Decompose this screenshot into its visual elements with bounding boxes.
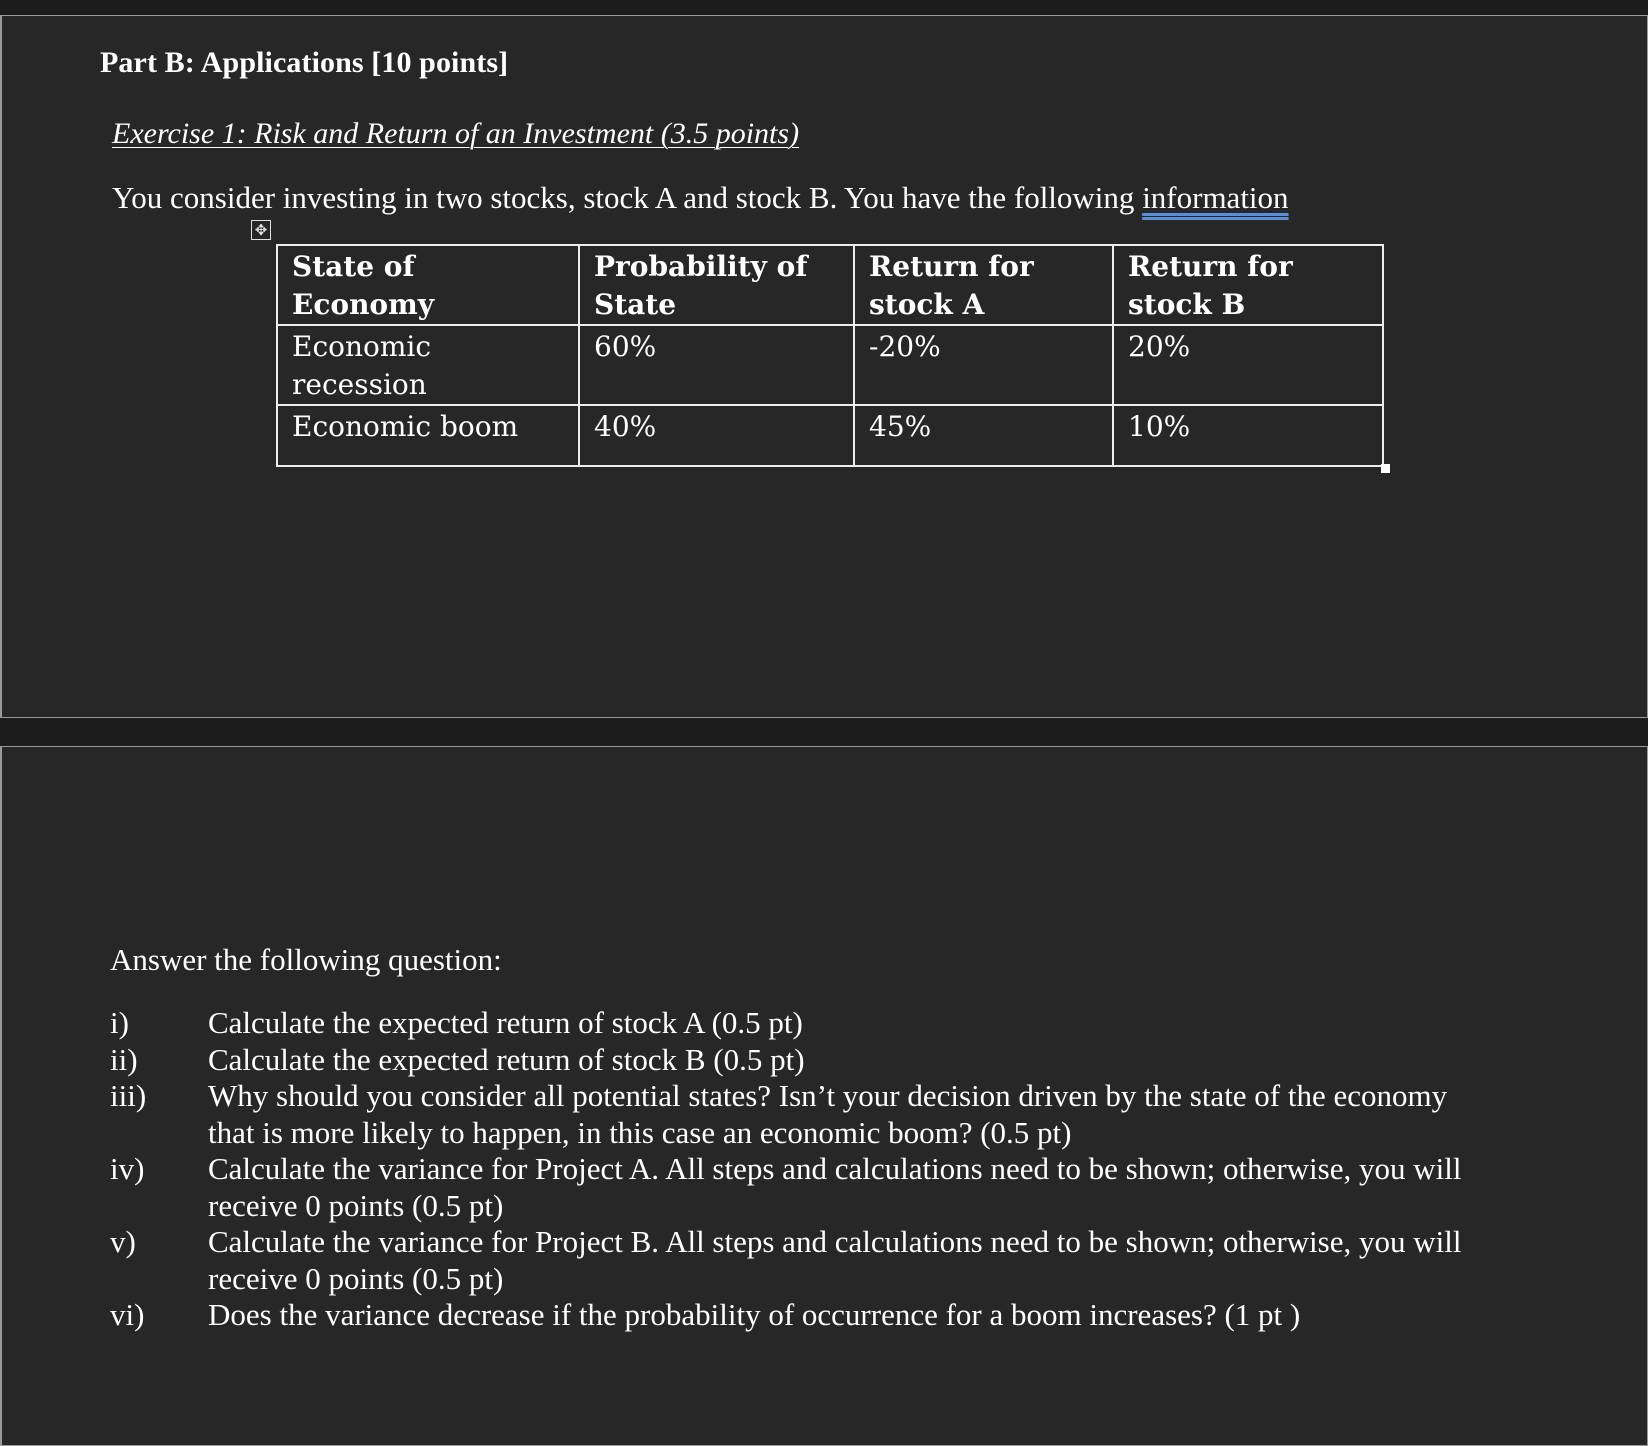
question-text: Why should you consider all potential states? Isn’t your decision driven by the state of the economy that is more likely to happen, in this case an economic boom? (0.5 pt) bbox=[208, 1078, 1448, 1150]
question-number: vi) bbox=[110, 1297, 145, 1332]
question-number: iii) bbox=[110, 1078, 147, 1113]
part-title: Part B: Applications [10 points] bbox=[100, 46, 509, 79]
list-item[interactable] bbox=[110, 1042, 1470, 1079]
question-list bbox=[110, 1005, 1470, 1334]
returns-table[interactable] bbox=[276, 244, 1384, 467]
question-number: i) bbox=[110, 1005, 129, 1040]
table-row bbox=[277, 405, 1383, 466]
list-item[interactable] bbox=[110, 1297, 1470, 1334]
cell-return-a[interactable]: -20% bbox=[854, 325, 1113, 405]
header-return-a[interactable]: Return for stock A bbox=[854, 245, 1113, 325]
cell-return-b[interactable]: 20% bbox=[1113, 325, 1383, 405]
header-state[interactable]: State of Economy bbox=[277, 245, 579, 325]
question-text: Calculate the variance for Project A. All steps and calculations need to be shown; otherwise, you will receive 0 points (0.5 pt) bbox=[208, 1151, 1462, 1223]
question-number: v) bbox=[110, 1224, 136, 1259]
cell-state[interactable]: Economic recession bbox=[277, 325, 579, 405]
table-move-handle-icon[interactable]: ✥ bbox=[251, 220, 271, 240]
question-text: Calculate the expected return of stock A (0.5 pt) bbox=[208, 1005, 803, 1040]
intro-information-word[interactable]: information bbox=[1142, 180, 1289, 215]
cell-probability[interactable]: 60% bbox=[579, 325, 854, 405]
question-text: Calculate the variance for Project B. All steps and calculations need to be shown; otherwise, you will receive 0 points (0.5 pt) bbox=[208, 1224, 1462, 1296]
question-text: Does the variance decrease if the probability of occurrence for a boom increases? (1 pt ) bbox=[208, 1297, 1301, 1332]
question-number: iv) bbox=[110, 1151, 145, 1186]
list-item[interactable] bbox=[110, 1151, 1470, 1224]
question-number: ii) bbox=[110, 1041, 138, 1077]
cell-return-b[interactable]: 10% bbox=[1113, 405, 1383, 466]
cell-state[interactable]: Economic boom bbox=[277, 405, 579, 466]
document-page-1 bbox=[0, 15, 1648, 718]
intro-paragraph[interactable] bbox=[112, 180, 1289, 216]
cell-probability[interactable]: 40% bbox=[579, 405, 854, 466]
list-item[interactable] bbox=[110, 1078, 1470, 1151]
table-row bbox=[277, 325, 1383, 405]
list-item[interactable] bbox=[110, 1005, 1470, 1042]
answer-section-title: Answer the following question: bbox=[110, 942, 502, 977]
table-resize-handle[interactable] bbox=[1381, 464, 1390, 473]
list-item[interactable] bbox=[110, 1224, 1470, 1297]
exercise-title: Exercise 1: Risk and Return of an Investment (3.5 points) bbox=[112, 117, 800, 150]
cell-return-a[interactable]: 45% bbox=[854, 405, 1113, 466]
header-probability[interactable]: Probability of State bbox=[579, 245, 854, 325]
question-text: Calculate the expected return of stock B (0.5 pt) bbox=[208, 1041, 805, 1077]
header-return-b[interactable]: Return for stock B bbox=[1113, 245, 1383, 325]
intro-text: You consider investing in two stocks, stock A and stock B. You have the following bbox=[112, 180, 1143, 215]
table-header-row bbox=[277, 245, 1383, 325]
